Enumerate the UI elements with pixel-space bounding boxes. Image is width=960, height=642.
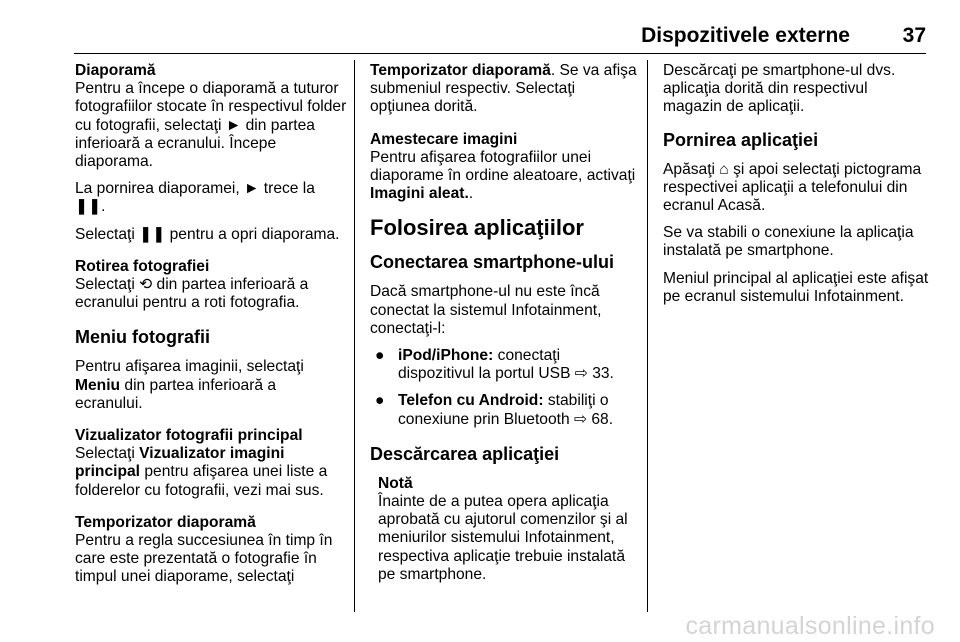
paragraph: Pentru a regla succesiunea în timp în care este prezentată o fotografie în timpul unei diaporame, selectaţi (75, 532, 333, 586)
menu-term: Temporizator diaporamă (370, 62, 551, 79)
list-item (370, 392, 638, 428)
paragraph: Pentru a începe o diaporamă a tuturor fotografiilor stocate în respectivul folder cu fotografii, selectaţi ► din partea inferioară a ecranului. Începe diaporama. (75, 80, 347, 171)
list-item-term: Telefon cu Android: (398, 392, 544, 410)
section-title-start-app: Pornirea aplicaţiei (663, 129, 819, 150)
note-box (370, 475, 638, 584)
bullet-icon: ● (375, 347, 385, 365)
section-title-photo-menu: Meniu fotografii (75, 327, 210, 348)
paragraph: La pornirea diaporamei, ► trece la ❚❚. (75, 180, 315, 216)
section-heading: Amestecare imagini (370, 130, 518, 148)
list-item (370, 347, 638, 383)
section-heading: Vizualizator fotografii principal (75, 427, 303, 445)
paragraph: Se va stabili o conexiune la aplicaţia instalată pe smartphone. (663, 224, 914, 260)
text: din partea inferioară a ecranului. (75, 376, 277, 412)
text: Selectaţi (75, 445, 135, 463)
list-item-term: iPod/iPhone: (398, 347, 494, 365)
header-rule (74, 53, 926, 54)
paragraph: Selectaţi ❚❚ pentru a opri diaporama. (75, 225, 340, 243)
note-text: Înainte de a putea opera aplicaţia aprobată cu ajutorul comenzilor şi al meniurilor sistemului Infotainment, respectiva aplicaţie trebuie instalată pe smartphone. (378, 493, 628, 583)
menu-term: Imagini aleat. (370, 185, 469, 203)
column-2 (370, 62, 638, 584)
text: Pentru afişarea imaginii, selectaţi (75, 358, 304, 376)
section-heading: Temporizator diaporamă (75, 513, 256, 531)
text: Pentru afişarea fotografiilor unei diaporame în ordine aleatoare, activaţi (370, 148, 636, 185)
page-number: 37 (902, 24, 926, 47)
note-heading: Notă (378, 474, 413, 492)
section-shuffle (370, 131, 638, 204)
paragraph (75, 358, 347, 413)
menu-term: Vizualizator imagini principal (75, 445, 285, 481)
column-divider (647, 60, 648, 612)
paragraph (370, 62, 638, 117)
section-heading: Rotirea fotografiei (75, 257, 210, 275)
section-slideshow (75, 62, 347, 171)
list-item-text: stabiliţi o conexiune prin Bluetooth ⇨ 68. (398, 392, 614, 428)
section-main-viewer (75, 427, 347, 500)
paragraph: Apăsaţi ⌂ şi apoi selectaţi pictograma respectivei aplicaţii a telefonului din ecranul Acasă. (663, 160, 922, 215)
section-title-download: Descărcarea aplicaţiei (370, 443, 560, 464)
section-rotate (75, 258, 347, 313)
page-header-title: Dispozitivele externe (641, 24, 850, 47)
paragraph: Dacă smartphone-ul nu este încă conectat la sistemul Infotainment, conectaţi-l: (370, 283, 602, 337)
text: pentru afişarea unei liste a folderelor cu fotografii, vezi mai sus. (75, 463, 328, 499)
paragraph: Meniul principal al aplicaţiei este afişat pe ecranul sistemului Infotainment. (663, 269, 929, 305)
section-slideshow-timer (75, 514, 347, 587)
column-1 (75, 62, 347, 596)
section-heading: Diaporamă (75, 62, 156, 79)
text: . Se va afişa submeniul respectiv. Selectaţi opţiunea dorită. (370, 62, 637, 116)
column-3 (663, 62, 929, 315)
menu-term: Meniu (75, 376, 121, 394)
paragraph: Descărcaţi pe smartphone-ul dvs. aplicaţia dorită din respectivul magazin de aplicaţii. (663, 62, 896, 116)
chapter-title: Folosirea aplicaţiilor (370, 215, 584, 241)
text: . (468, 185, 474, 203)
bullet-icon: ● (375, 392, 385, 410)
section-title-connect: Conectarea smartphone-ului (370, 252, 615, 273)
list-item-text: conectaţi dispozitivul la portul USB ⇨ 33. (398, 347, 614, 383)
watermark: carmanualsonline.info (685, 612, 935, 640)
column-divider (354, 60, 355, 612)
paragraph: Selectaţi ⟲ din partea inferioară a ecranului pentru a roti fotografia. (75, 276, 309, 312)
